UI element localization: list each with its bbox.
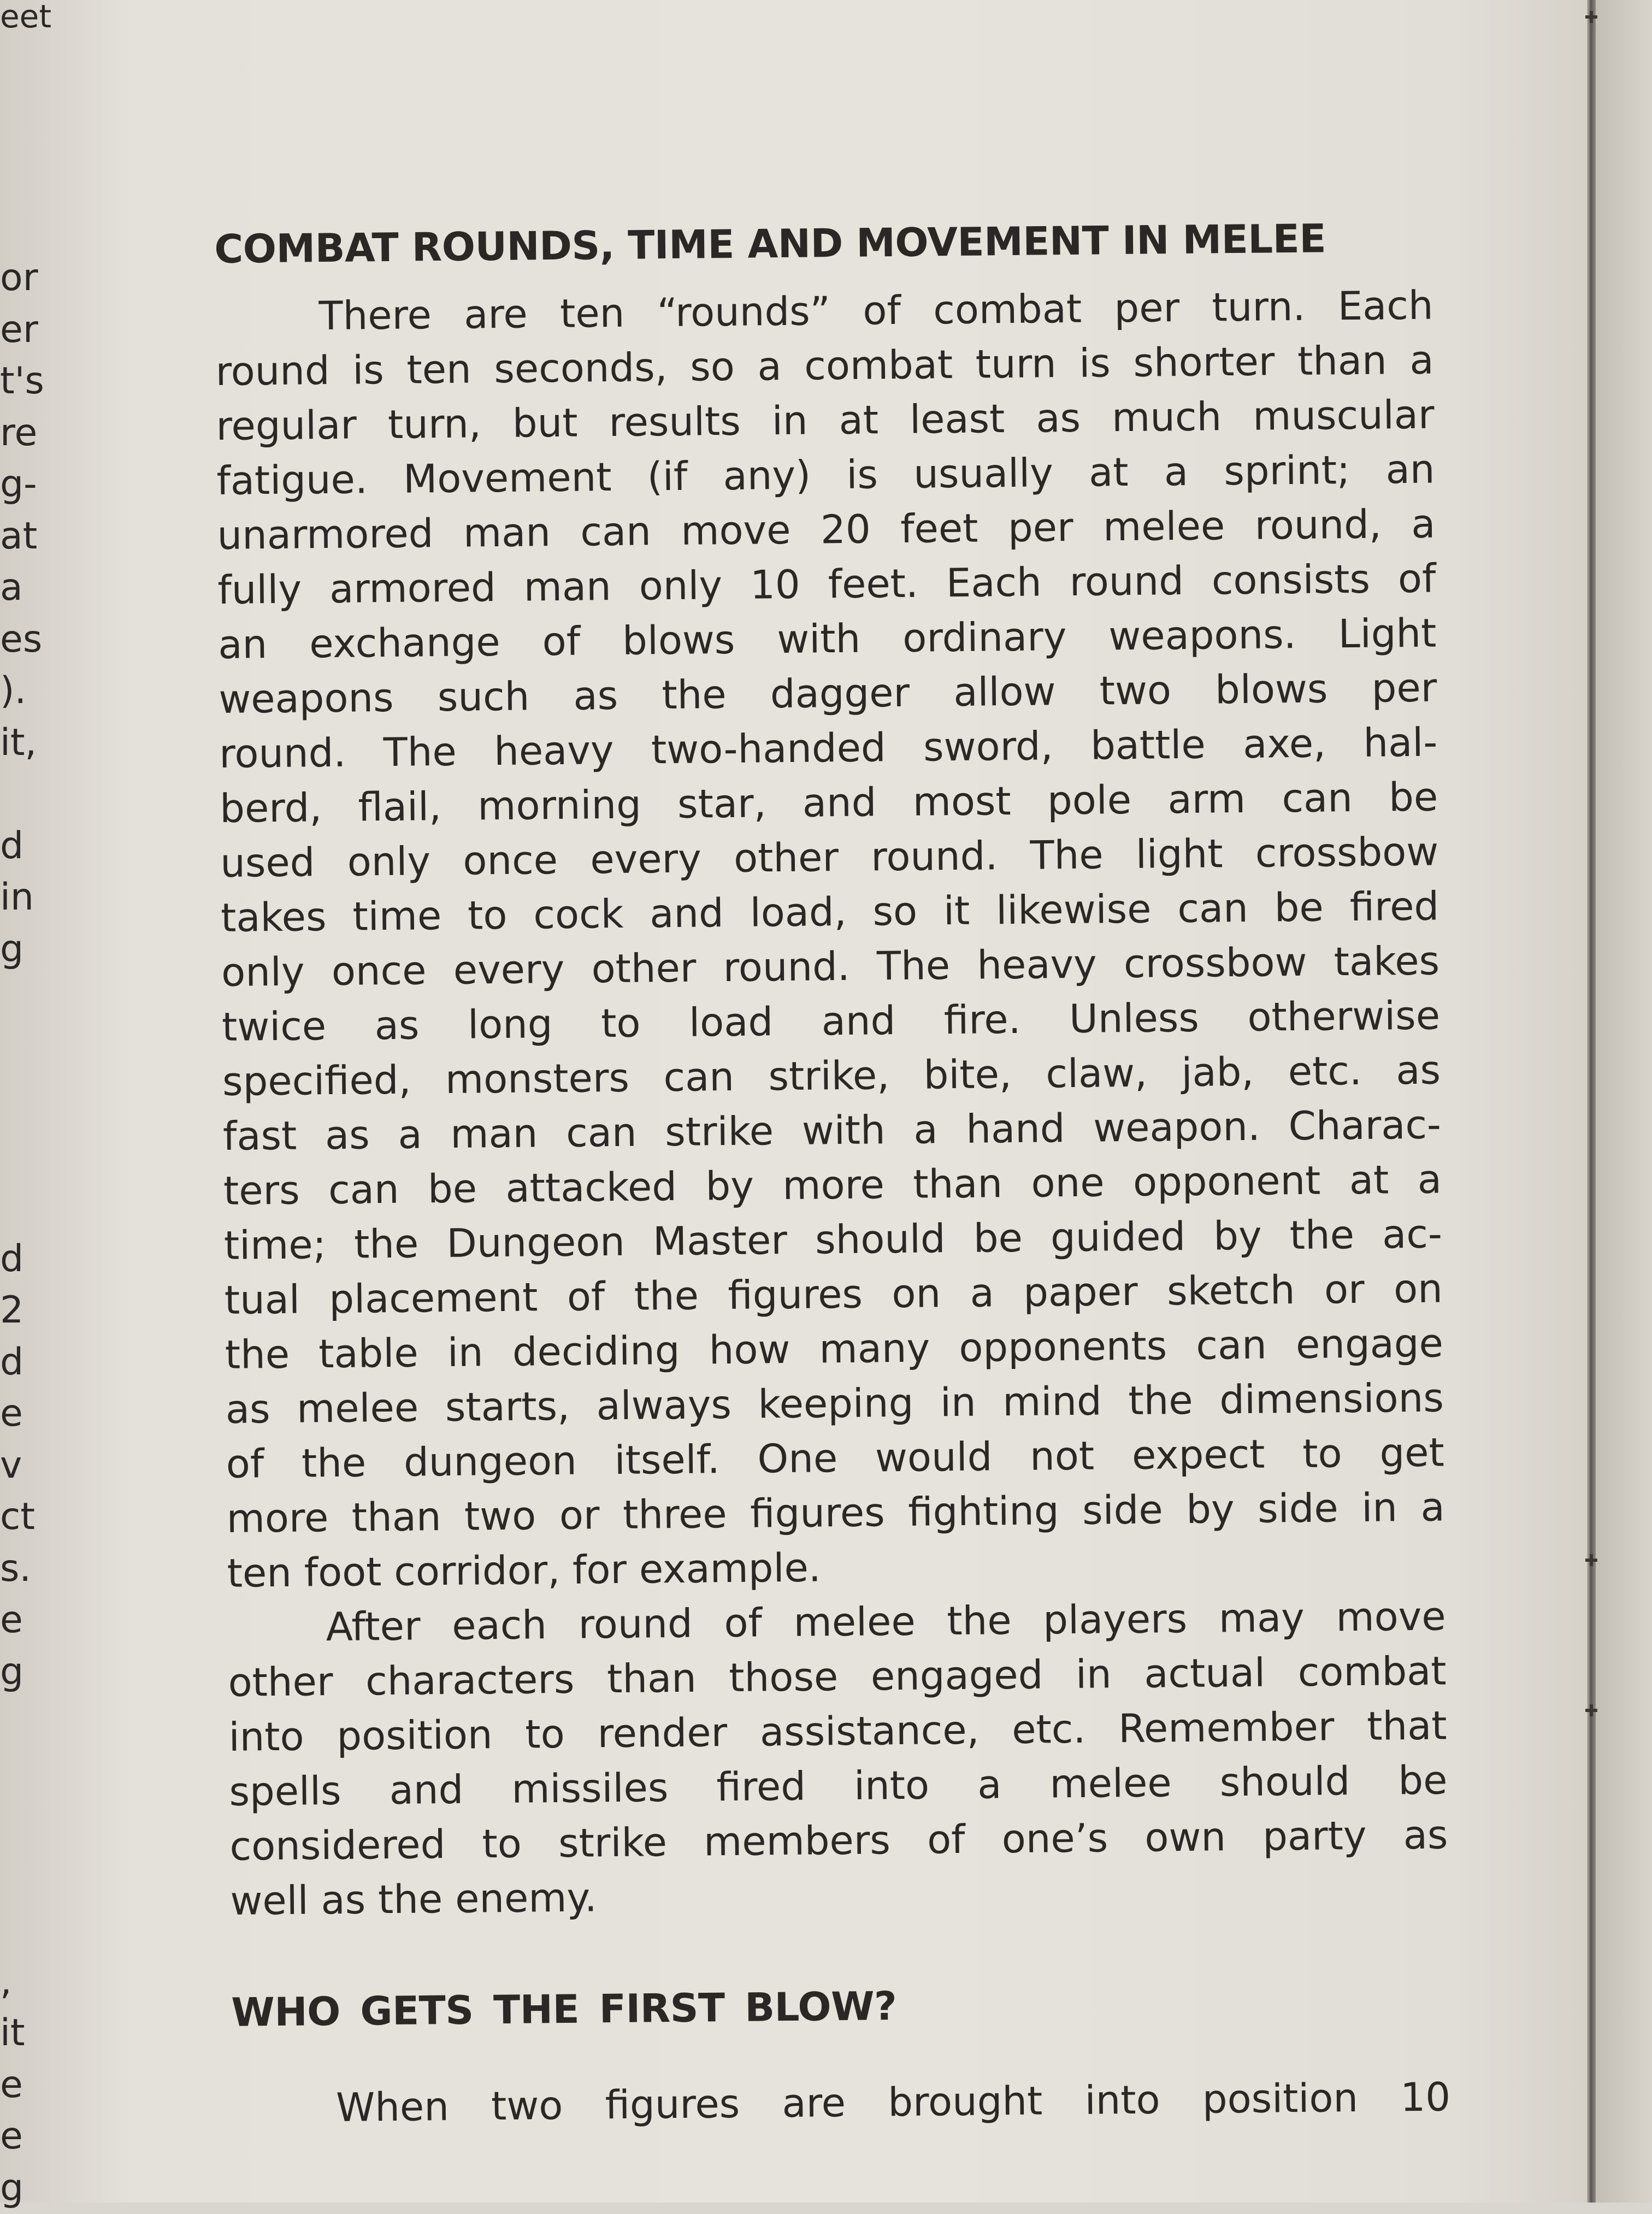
section-heading-first-blow: WHO GETS THE FIRST BLOW? (231, 1975, 1450, 2037)
text-line: specified, monsters can strike, bite, claw, jab, etc. as (222, 1043, 1441, 1109)
text-line: considered to strike members of one’s own party as (229, 1807, 1448, 1873)
text-line: more than two or three figures fighting side by side in a (226, 1479, 1445, 1545)
left-page-fragment (0, 1182, 60, 1233)
left-page-fragment: or (0, 252, 60, 304)
left-page-fragment: d (0, 1337, 60, 1389)
text-line: into position to render assistance, etc. Remember that (228, 1698, 1447, 1764)
text-line: After each round of melee the players may move (227, 1589, 1446, 1655)
left-page-fragment (0, 1750, 60, 1802)
left-page-fragment (0, 1130, 60, 1182)
left-page-fragment: s. (0, 1543, 60, 1595)
staple-icon: ✚ (1583, 11, 1600, 25)
text-line: takes time to cock and load, so it likewise can be fired (221, 879, 1439, 945)
staple-icon: ✚ (1583, 1554, 1600, 1568)
text-line: ters can be attacked by more than one opponent at a (223, 1152, 1442, 1218)
left-page-fragment: e (0, 2111, 60, 2163)
section-heading-combat-rounds: COMBAT ROUNDS, TIME AND MOVEMENT IN MELEE (214, 212, 1433, 274)
text-line: regular turn, but results in at least as much muscular (216, 387, 1435, 453)
text-line: the table in deciding how many opponents can engage (225, 1316, 1443, 1382)
left-page-fragment: v (0, 1440, 60, 1492)
next-page-edge (1596, 0, 1652, 2203)
left-page-fragment: er (0, 304, 60, 356)
left-page-fragment (0, 769, 60, 820)
text-line: ten foot corridor, for example. (227, 1534, 1446, 1600)
text-line: only once every other round. The heavy crossbow takes (221, 934, 1440, 1000)
paragraph-first-blow (232, 2069, 1451, 2135)
left-page-fragment: e (0, 2059, 60, 2111)
text-line: When two figures are brought into position 10 (232, 2069, 1451, 2135)
left-page-fragment: it (0, 2008, 60, 2059)
left-page-fragment: re (0, 408, 60, 459)
text-line: well as the enemy. (230, 1862, 1449, 1928)
left-page-fragment: g- (0, 459, 60, 511)
left-page-fragment: 2 (0, 1285, 60, 1337)
text-line: as melee starts, always keeping in mind the dimensions (225, 1370, 1444, 1436)
left-page-fragment (0, 1078, 60, 1130)
left-page-top-fragment: eet (0, 0, 51, 33)
left-page-fragment: ). (0, 665, 60, 717)
text-line: twice as long to load and fire. Unless otherwise (222, 988, 1441, 1054)
text-line: fully armored man only 10 feet. Each round consists of (217, 551, 1436, 617)
text-line: round is ten seconds, so a combat turn is shorter than a (215, 333, 1434, 399)
text-line: unarmored man can move 20 feet per melee round, a (217, 497, 1436, 563)
text-line: of the dungeon itself. One would not expect to get (226, 1425, 1444, 1491)
left-page-fragment: in (0, 872, 60, 924)
left-page-fragment: ct (0, 1491, 60, 1543)
left-page-fragment (0, 1853, 60, 1905)
text-line: time; the Dungeon Master should be guided by the ac- (223, 1207, 1442, 1273)
binding-spine (1587, 0, 1596, 2203)
left-page-fragment (0, 1801, 60, 1853)
text-line: an exchange of blows with ordinary weapons. Light (218, 606, 1437, 672)
text-line: round. The heavy two-handed sword, battle axe, hal- (219, 715, 1438, 781)
text-line: weapons such as the dagger allow two blows per (219, 660, 1437, 727)
left-page-fragment (0, 1027, 60, 1079)
text-line: spells and missiles fired into a melee should be (229, 1752, 1448, 1819)
left-page-fragment: g (0, 1646, 60, 1698)
left-page-fragment: a (0, 562, 60, 614)
text-line: used only once every other round. The light crossbow (220, 824, 1439, 890)
left-page-fragment (0, 975, 60, 1027)
left-page-fragment: g (0, 924, 60, 976)
text-line: fast as a man can strike with a hand weapon. Charac- (223, 1097, 1442, 1164)
left-page-fragment: e (0, 1595, 60, 1646)
left-page-fragment: at (0, 511, 60, 563)
left-page-fragment: , (0, 1956, 60, 2008)
left-page-fragment: d (0, 1233, 60, 1285)
text-line: berd, flail, morning star, and most pole arm can be (220, 770, 1438, 836)
left-page-fragment: d (0, 820, 60, 872)
left-page-fragment (0, 1904, 60, 1956)
left-page-fragment: g (0, 2163, 60, 2214)
left-page-fragment: e (0, 1388, 60, 1440)
text-line: fatigue. Movement (if any) is usually at a sprint; an (216, 442, 1435, 508)
text-line: other characters than those engaged in actual combat (228, 1643, 1447, 1709)
text-line: tual placement of the figures on a paper sketch or on (224, 1261, 1443, 1327)
left-page-fragment: it, (0, 717, 60, 769)
main-text-column (214, 212, 1450, 2136)
text-line: There are ten “rounds” of combat per turn. Each (215, 278, 1433, 344)
left-page-fragment: t's (0, 356, 60, 408)
left-page-fragments (0, 252, 60, 2214)
left-page-fragment (0, 1698, 60, 1750)
left-page-fragment: es (0, 614, 60, 666)
staple-icon: ✚ (1583, 1704, 1600, 1719)
paragraph-after-each-round (227, 1589, 1449, 1928)
paragraph-combat-rounds (215, 278, 1446, 1601)
